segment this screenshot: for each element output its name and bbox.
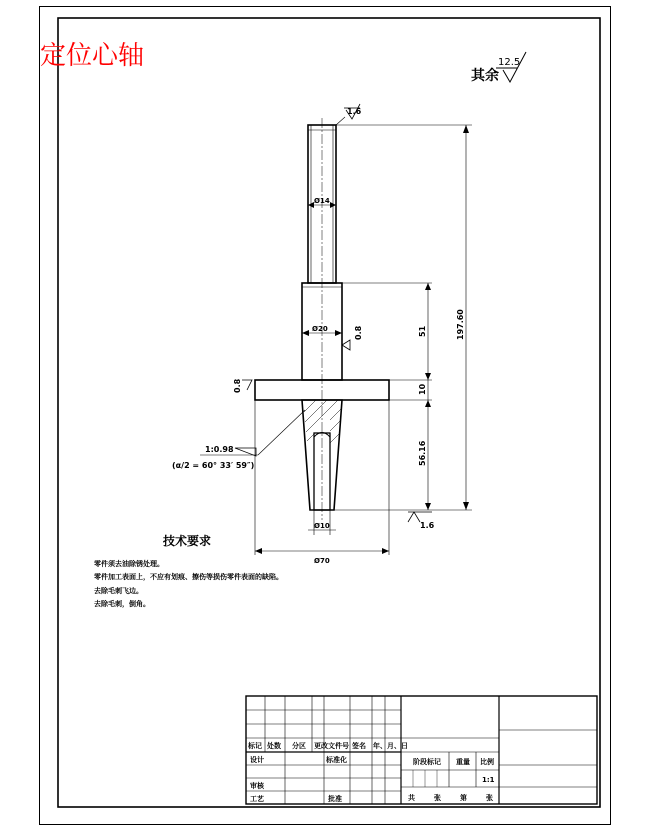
- tb-header-zone: 分区: [292, 742, 306, 750]
- inner-border: [58, 18, 600, 807]
- tb-sheets-index: 第: [460, 794, 467, 802]
- tb-scale-value: 1:1: [482, 776, 495, 784]
- tb-process: 工艺: [250, 795, 264, 803]
- dim-bottom-roughness: 1.6: [420, 521, 435, 530]
- title-block-text: [247, 741, 495, 803]
- dim-flange-roughness: 0.8: [233, 378, 242, 393]
- tb-header-change-doc: 更改文件号: [314, 742, 349, 750]
- dim-lower-length: 56.16: [418, 440, 427, 466]
- dim-taper-angle: (α/2 = 60° 33′ 59″): [172, 461, 255, 470]
- outer-border: [40, 7, 611, 825]
- tb-sheets-unit-2: 张: [486, 794, 493, 802]
- drawing-title: 定位心轴: [40, 41, 145, 71]
- roughness-note-value: 12.5: [498, 57, 521, 68]
- roughness-symbols: [235, 104, 432, 522]
- tb-header-signature: 签名: [352, 742, 366, 750]
- tb-approve: 批准: [328, 795, 342, 803]
- dim-bore-diameter: Ø10: [314, 522, 330, 530]
- tb-weight: 重量: [456, 758, 470, 766]
- tb-standardization: 标准化: [326, 756, 347, 764]
- tb-sheets-total: 共: [408, 794, 415, 802]
- dim-mid-roughness: 0.8: [354, 325, 363, 340]
- tech-requirement-item: 去除毛刺，倒角。: [94, 600, 150, 608]
- tb-design: 设计: [250, 756, 264, 764]
- tech-requirements-heading: 技术要求: [163, 534, 212, 548]
- tech-requirement-item: 去除毛刺飞边。: [94, 587, 143, 595]
- tb-stage-mark: 阶段标记: [413, 758, 441, 766]
- dim-shaft-diameter-top: Ø14: [314, 197, 330, 205]
- dim-flange-thickness: 10: [418, 383, 427, 395]
- dim-flange-diameter: Ø70: [314, 557, 330, 565]
- tb-scale: 比例: [480, 758, 494, 766]
- shaft-part: [255, 118, 389, 520]
- tech-requirement-item: 零件须去油除锈处理。: [94, 560, 164, 568]
- tb-review: 审核: [250, 782, 264, 790]
- roughness-note-label: 其余: [471, 68, 499, 84]
- tb-sheets-unit: 张: [434, 794, 441, 802]
- dim-overall-length: 197.60: [456, 309, 465, 340]
- tb-header-date: 年、月、日: [373, 742, 408, 750]
- dim-taper-label: 1:0.98: [205, 445, 234, 454]
- dim-shaft-diameter-mid: Ø20: [312, 325, 328, 333]
- tb-header-count: 处数: [267, 742, 281, 750]
- title-block: [246, 696, 597, 804]
- dim-top-roughness: 1.6: [347, 107, 362, 116]
- dim-upper-length: 51: [418, 325, 427, 337]
- section-hatching: [304, 400, 341, 443]
- tech-requirement-item: 零件加工表面上，不应有划痕、擦伤等损伤零件表面的缺陷。: [94, 573, 283, 581]
- tb-header-mark: 标记: [248, 742, 262, 750]
